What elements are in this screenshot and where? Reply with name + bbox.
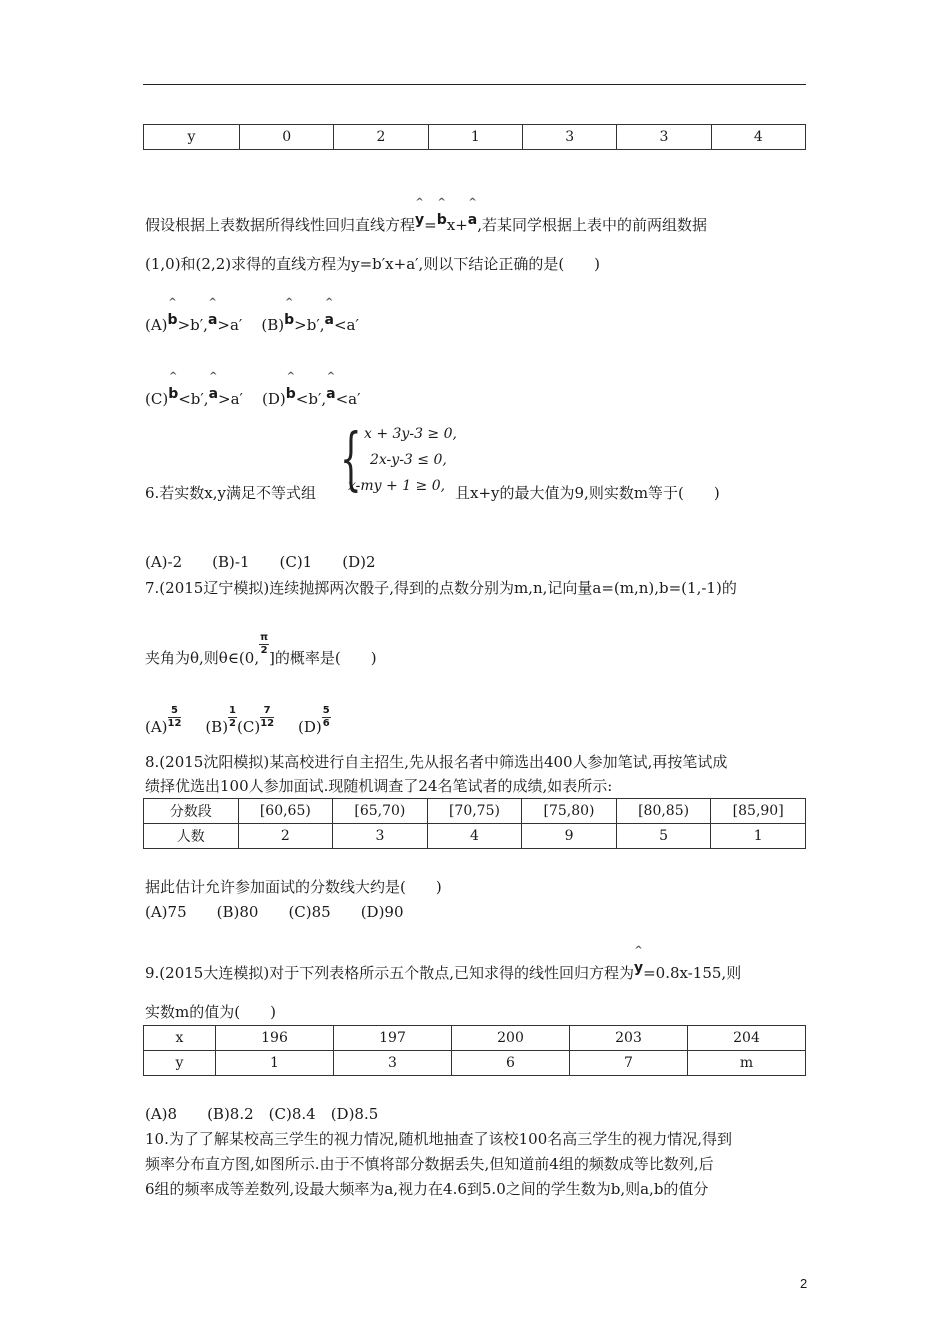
fraction: [168, 705, 182, 730]
q8-after: 据此估计允许参加面试的分数线大约是( ): [145, 878, 442, 896]
text: ,若某同学根据上表中的前两组数据: [477, 216, 708, 234]
table-cell: 203: [570, 1026, 688, 1051]
table-cell: [85,90]: [711, 799, 806, 824]
q7-options: [145, 705, 810, 739]
option-b: (B): [205, 718, 229, 736]
table-cell: 2: [238, 824, 333, 849]
pi-over-2-fraction: [259, 632, 269, 657]
table-cell: [65,70): [333, 799, 428, 824]
a-hat-symbol: ^ a: [468, 208, 477, 232]
q5-options-ab: [145, 308, 810, 337]
page-number: 2: [800, 1276, 808, 1291]
table-cell: 3: [334, 1051, 452, 1076]
header-rule: [143, 84, 806, 85]
text: x+: [446, 216, 468, 234]
table-cell: 人数: [144, 824, 239, 849]
q10-line2: 频率分布直方图,如图所示.由于不慎将部分数据丢失,但知道前4组的频数成等比数列,后: [145, 1155, 714, 1173]
table-cell: 6: [452, 1051, 570, 1076]
inequality-line: x-my + 1 ≥ 0,: [348, 478, 446, 494]
table-cell: 分数段: [144, 799, 239, 824]
table-cell: 0: [240, 125, 334, 150]
table-cell: 197: [334, 1026, 452, 1051]
table-row: [144, 824, 806, 849]
option-c: (C): [237, 718, 261, 736]
inequality-line: x + 3y-3 ≥ 0,: [364, 426, 457, 442]
score-table: [143, 798, 806, 849]
fraction: [322, 705, 331, 730]
q6-options: (A)-2 (B)-1 (C)1 (D)2: [145, 553, 376, 571]
option-d: (D): [262, 390, 286, 408]
text: >a′: [217, 316, 243, 334]
text: >b′,: [294, 316, 325, 334]
q5-line1: [145, 208, 810, 237]
scatter-table: [143, 1025, 806, 1076]
fraction: [228, 705, 237, 730]
a-hat-symbol: ^ a: [209, 382, 218, 406]
option-a: (A): [145, 316, 168, 334]
a-hat-symbol: ^ a: [208, 308, 217, 332]
inequality-system: [340, 420, 460, 500]
fraction-numerator: 7: [260, 705, 274, 718]
text: <a′: [333, 316, 359, 334]
q7-line1: 7.(2015辽宁模拟)连续抛掷两次骰子,得到的点数分别为m,n,记向量a=(m,n),b=(1,-1)的: [145, 579, 737, 597]
table-cell: [75,80): [522, 799, 617, 824]
q10-line3: 6组的频率成等差数列,设最大频率为a,视力在4.6到5.0之间的学生数为b,则a,b的值分: [145, 1180, 709, 1198]
top-y-table: [143, 124, 806, 150]
text: <a′: [335, 390, 361, 408]
q8-line2: 绩择优选出100人参加面试.现随机调查了24名笔试者的成绩,如表所示:: [145, 777, 613, 795]
table-cell: 1: [428, 125, 522, 150]
table-cell: 2: [334, 125, 428, 150]
fraction-numerator: 1: [229, 705, 237, 716]
text: 9.(2015大连模拟)对于下列表格所示五个散点,已知求得的线性回归方程为: [145, 964, 634, 982]
table-cell: [70,75): [427, 799, 522, 824]
option-c: (C): [145, 390, 169, 408]
text: >b′,: [177, 316, 208, 334]
q6-text-a: 6.若实数x,y满足不等式组: [145, 484, 317, 502]
text: 假设根据上表数据所得线性回归直线方程: [145, 216, 416, 234]
table-cell: 7: [570, 1051, 688, 1076]
table-cell: 1: [216, 1051, 334, 1076]
table-row: [144, 1051, 806, 1076]
table-cell: m: [688, 1051, 806, 1076]
q6-text-b: 且x+y的最大值为9,则实数m等于( ): [455, 484, 720, 502]
fraction-numerator: π: [260, 632, 269, 643]
text: >a′: [218, 390, 243, 408]
option-a: (A): [145, 718, 168, 736]
fraction-numerator: 5: [168, 705, 182, 718]
q7-line2: [145, 632, 810, 670]
table-cell: 196: [216, 1026, 334, 1051]
q9-options: (A)8 (B)8.2 (C)8.4 (D)8.5: [145, 1105, 379, 1123]
q8-line1: 8.(2015沈阳模拟)某高校进行自主招生,先从报名者中筛选出400人参加笔试,再按笔试成: [145, 753, 728, 771]
fraction-denominator: 2: [260, 645, 268, 656]
table-cell: 9: [522, 824, 617, 849]
table-cell: 200: [452, 1026, 570, 1051]
text: 夹角为θ,则θ∈(0,: [145, 649, 260, 667]
b-hat-symbol: ^ b: [437, 208, 447, 232]
fraction-denominator: 12: [260, 718, 275, 729]
q5-options-cd: [145, 382, 810, 411]
table-cell: y: [144, 1051, 216, 1076]
text: =: [424, 216, 437, 234]
text: ]的概率是( ): [269, 649, 377, 667]
table-cell: [60,65): [238, 799, 333, 824]
table-row: [144, 1026, 806, 1051]
b-hat-symbol: ^ b: [284, 308, 294, 332]
table-cell: 4: [711, 125, 805, 150]
y-hat-symbol: ^ y: [415, 208, 424, 232]
table-cell: 1: [711, 824, 806, 849]
fraction-denominator: 12: [167, 718, 182, 729]
q10-line1: 10.为了了解某校高三学生的视力情况,随机地抽查了该校100名高三学生的视力情况,得到: [145, 1130, 733, 1148]
text: =0.8x-155,则: [643, 964, 742, 982]
table-cell: x: [144, 1026, 216, 1051]
table-cell: y: [144, 125, 240, 150]
table-cell: [80,85): [616, 799, 711, 824]
table-row: [144, 799, 806, 824]
fraction-denominator: 2: [229, 718, 237, 729]
table-cell: 5: [616, 824, 711, 849]
q8-options: (A)75 (B)80 (C)85 (D)90: [145, 903, 404, 921]
table-cell: 3: [333, 824, 428, 849]
q9-line2: 实数m的值为( ): [145, 1003, 276, 1021]
b-hat-symbol: ^ b: [286, 382, 296, 406]
text: <b′,: [178, 390, 209, 408]
b-hat-symbol: ^ b: [168, 308, 178, 332]
a-hat-symbol: ^ a: [325, 308, 334, 332]
q5-line2: (1,0)和(2,2)求得的直线方程为y=b′x+a′,则以下结论正确的是( ): [145, 255, 601, 273]
table-row: [144, 125, 806, 150]
inequality-line: 2x-y-3 ≤ 0,: [370, 452, 447, 468]
fraction-denominator: 6: [322, 718, 330, 729]
option-b: (B): [261, 316, 285, 334]
y-hat-symbol: ^ y: [634, 956, 643, 980]
b-hat-symbol: ^ b: [168, 382, 178, 406]
fraction-numerator: 5: [322, 705, 330, 716]
a-hat-symbol: ^ a: [326, 382, 335, 406]
option-d: (D): [297, 718, 322, 736]
table-cell: 3: [522, 125, 616, 150]
text: <b′,: [295, 390, 327, 408]
brace-icon: {: [340, 420, 362, 499]
fraction: [260, 705, 274, 730]
table-cell: 3: [617, 125, 711, 150]
q9-line1: [145, 956, 810, 985]
table-cell: 204: [688, 1026, 806, 1051]
table-cell: 4: [427, 824, 522, 849]
